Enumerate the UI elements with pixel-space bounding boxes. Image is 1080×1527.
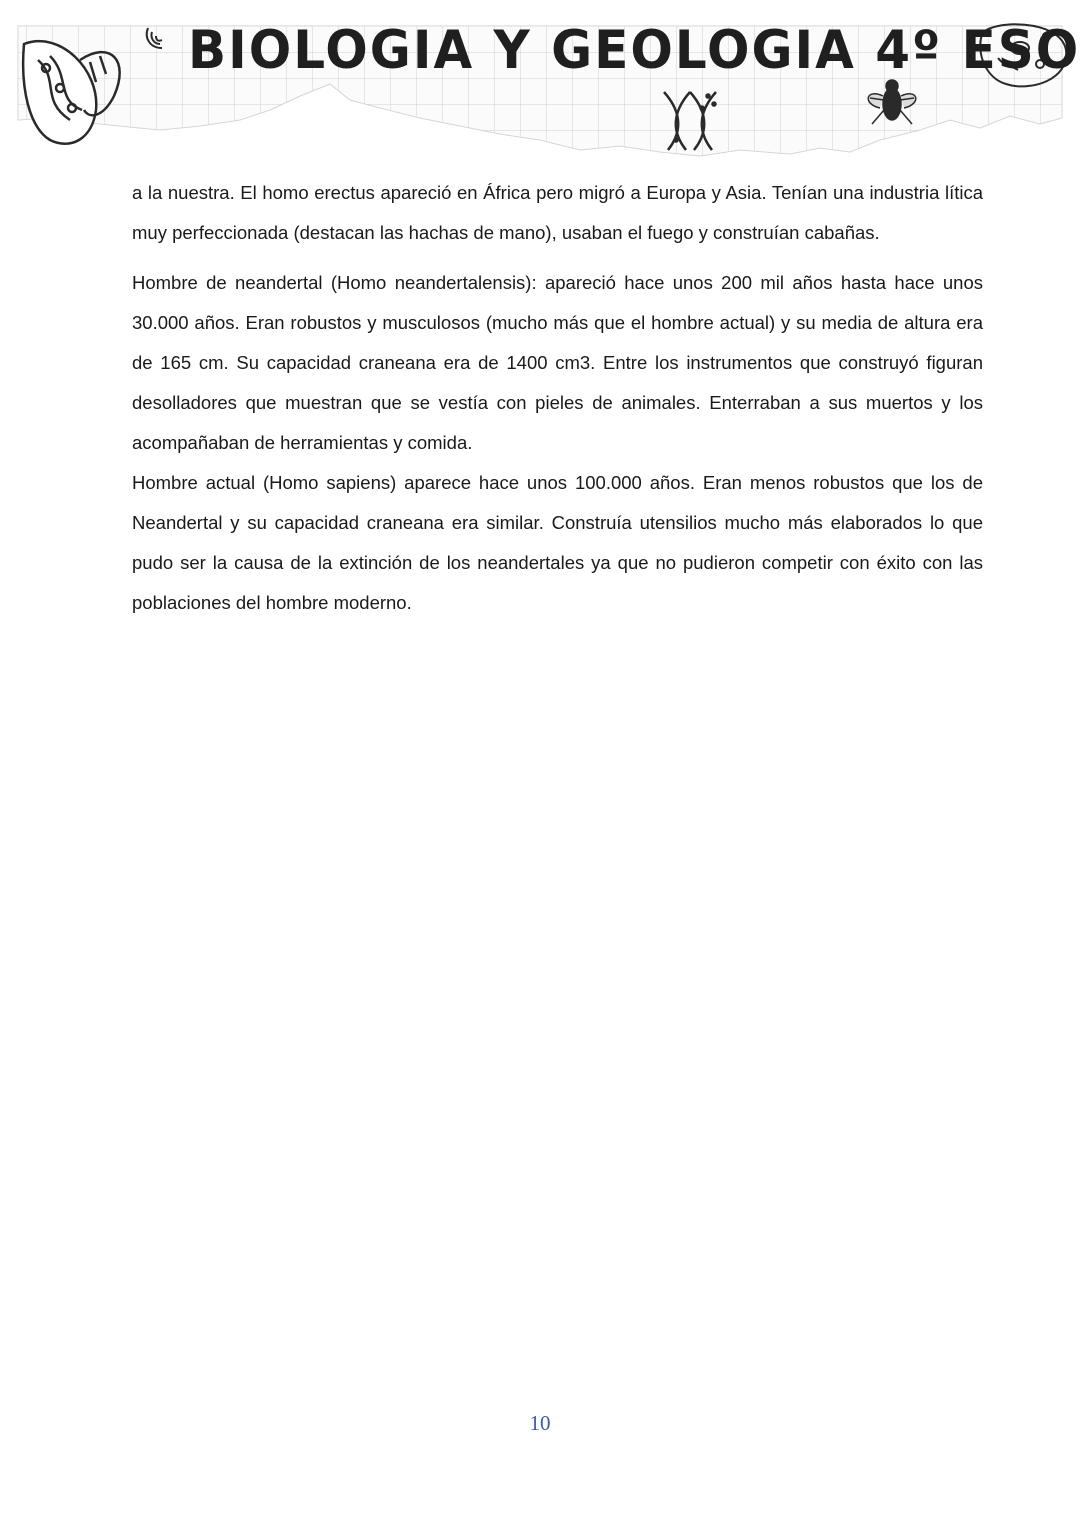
paragraph-homo-erectus: a la nuestra. El homo erectus apareció en África pero migró a Europa y Asia. Tenían una industria lítica muy perfeccionada (destacan las hachas de mano), usaban el fuego y construían cabañas. [132,182,983,243]
body-text [132,173,983,623]
page-title: BIOLOGIA Y GEOLOGIA 4º ESO [188,19,1080,81]
paragraph-homo-sapiens: Hombre actual (Homo sapiens) aparece hace unos 100.000 años. Eran menos robustos que los de Neandertal y su capacidad craneana era similar. Construía utensilios mucho más elaborados lo que pudo ser la causa de la extinción de los neandertales ya que no pudieron competir con éxito con las poblaciones del hombre moderno. [132,472,983,613]
paragraph-neandertal: Hombre de neandertal (Homo neandertalensis): apareció hace unos 200 mil años hasta hace unos 30.000 años. Eran robustos y musculosos (mucho más que el hombre actual) y su media de altura era de 165 cm. Su capacidad craneana era de 1400 cm3. Entre los instrumentos que construyó figuran desolladores que muestran que se vestía con pieles de animales. Enterraban a sus muertos y los acompañaban de herramientas y comida. [132,272,983,453]
page-header [0,0,1080,165]
page-number: 10 [529,1411,551,1435]
